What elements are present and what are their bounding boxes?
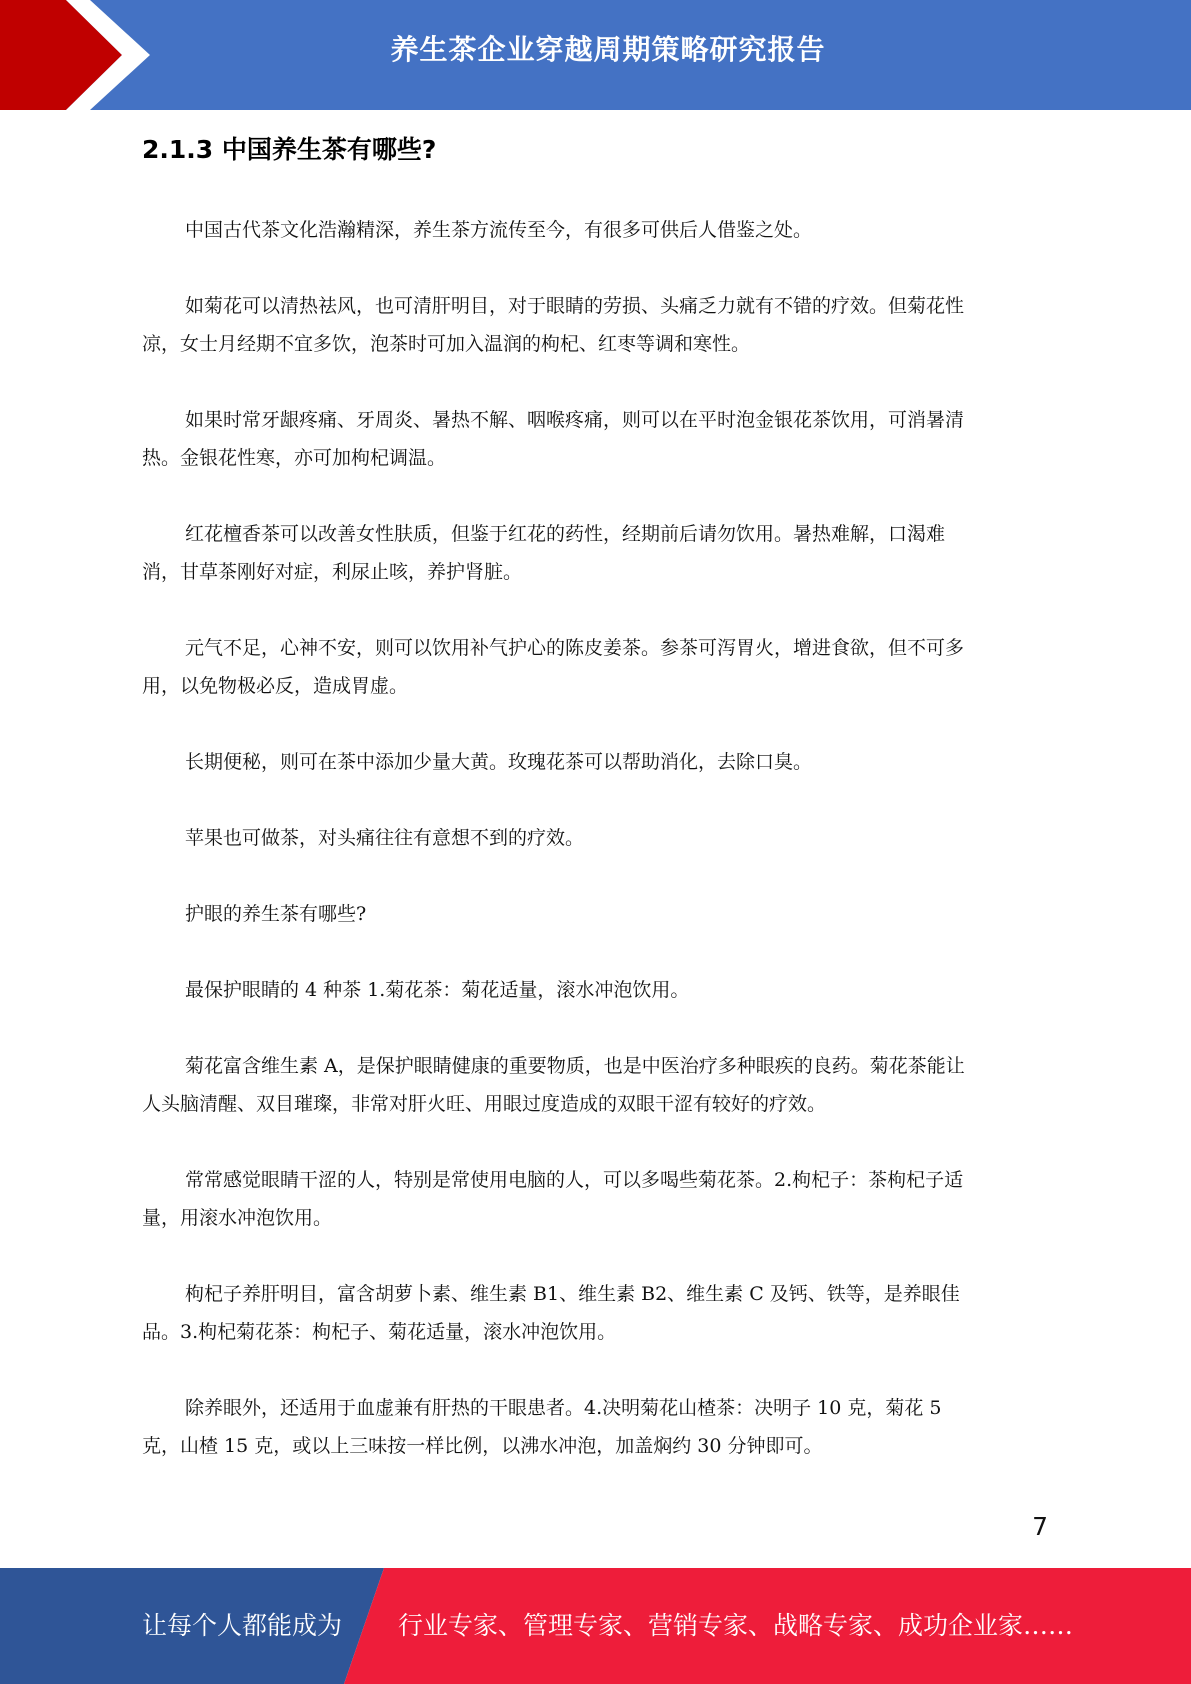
- paragraph: [142, 1389, 1050, 1465]
- footer-slogan-right: 行业专家、管理专家、营销专家、战略专家、成功企业家……: [398, 1611, 1074, 1640]
- paragraph-line: 菊花富含维生素 A，是保护眼睛健康的重要物质，也是中医治疗多种眼疾的良药。菊花茶能让: [185, 1055, 965, 1077]
- paragraph: [142, 287, 1050, 363]
- paragraph-line: 红花檀香茶可以改善女性肤质，但鉴于红花的药性，经期前后请勿饮用。暑热难解，口渴难: [185, 523, 946, 545]
- paragraph-line: 用，以免物极必反，造成胃虚。: [142, 675, 409, 697]
- paragraph-line: 护眼的养生茶有哪些?: [185, 903, 367, 925]
- paragraph-line: 凉，女士月经期不宜多饮，泡茶时可加入温润的枸杞、红枣等调和寒性。: [142, 333, 751, 355]
- paragraph-line: 人头脑清醒、双目璀璨，非常对肝火旺、用眼过度造成的双眼干涩有较好的疗效。: [142, 1093, 827, 1115]
- paragraph-line: 如菊花可以清热祛风，也可清肝明目，对于眼睛的劳损、头痛乏力就有不错的疗效。但菊花性: [185, 295, 965, 317]
- paragraph-line: 苹果也可做茶，对头痛往往有意想不到的疗效。: [185, 827, 585, 849]
- paragraph-line: 元气不足，心神不安，则可以饮用补气护心的陈皮姜茶。参茶可泻胃火，增进食欲，但不可多: [185, 637, 965, 659]
- footer-slogan-left: 让每个人都能成为: [142, 1611, 343, 1640]
- paragraph: [142, 401, 1050, 477]
- report-title: 养生茶企业穿越周期策略研究报告: [390, 33, 826, 66]
- paragraph-line: 消，甘草茶刚好对症，利尿止咳，养护肾脏。: [142, 561, 523, 583]
- body-text: [142, 211, 1050, 1503]
- section-heading: 2.1.3 中国养生茶有哪些?: [142, 135, 437, 164]
- paragraph-line: 中国古代茶文化浩瀚精深，养生茶方流传至今，有很多可供后人借鉴之处。: [185, 219, 813, 241]
- page-number: 7: [1032, 1512, 1048, 1541]
- paragraph: [142, 629, 1050, 705]
- paragraph-line: 克，山楂 15 克，或以上三味按一样比例，以沸水冲泡，加盖焖约 30 分钟即可。: [142, 1435, 823, 1457]
- paragraph: [142, 743, 1050, 781]
- paragraph-line: 常常感觉眼睛干涩的人，特别是常使用电脑的人，可以多喝些菊花茶。2.枸杞子：茶枸杞子适: [185, 1169, 964, 1191]
- paragraph-line: 品。3.枸杞菊花茶：枸杞子、菊花适量，滚水冲泡饮用。: [142, 1321, 617, 1343]
- page-header: [0, 0, 1191, 110]
- page-footer: [0, 1568, 1191, 1684]
- paragraph: [142, 895, 1050, 933]
- paragraph-line: 除养眼外，还适用于血虚兼有肝热的干眼患者。4.决明菊花山楂茶：决明子 10 克，菊花 5: [185, 1397, 942, 1419]
- paragraph-line: 如果时常牙龈疼痛、牙周炎、暑热不解、咽喉疼痛，则可以在平时泡金银花茶饮用，可消暑清: [185, 409, 965, 431]
- paragraph-line: 最保护眼睛的 4 种茶 1.菊花茶：菊花适量，滚水冲泡饮用。: [185, 979, 690, 1001]
- paragraph: [142, 1275, 1050, 1351]
- paragraph: [142, 1047, 1050, 1123]
- paragraph: [142, 819, 1050, 857]
- paragraph: [142, 515, 1050, 591]
- paragraph: [142, 211, 1050, 249]
- paragraph-line: 枸杞子养肝明目，富含胡萝卜素、维生素 B1、维生素 B2、维生素 C 及钙、铁等，是养眼佳: [185, 1283, 960, 1305]
- paragraph: [142, 971, 1050, 1009]
- paragraph-line: 长期便秘，则可在茶中添加少量大黄。玫瑰花茶可以帮助消化，去除口臭。: [185, 751, 813, 773]
- paragraph-line: 量，用滚水冲泡饮用。: [142, 1207, 333, 1229]
- paragraph: [142, 1161, 1050, 1237]
- paragraph-line: 热。金银花性寒，亦可加枸杞调温。: [142, 447, 447, 469]
